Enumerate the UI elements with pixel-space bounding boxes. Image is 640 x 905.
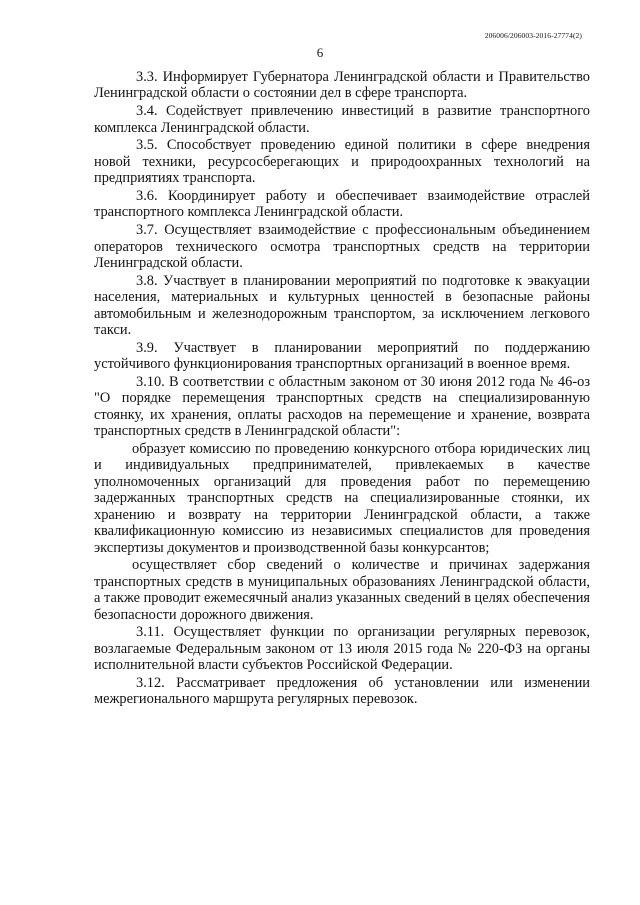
paragraph-3-12: 3.12. Рассматривает предложения об установлении или изменении межрегионального маршрута регулярных перевозок. <box>94 674 590 708</box>
paragraph-3-6: 3.6. Координирует работу и обеспечивает взаимодействие отраслей транспортного комплекса Ленинградской области. <box>94 188 590 221</box>
paragraph-3-11: 3.11. Осуществляет функции по организации регулярных перевозок, возлагаемые Федеральным законом от 13 июля 2015 года № 220-ФЗ на органы исполнительной власти субъектов Российской Федерации. <box>94 624 590 674</box>
paragraph-3-10-item-commission: образует комиссию по проведению конкурсного отбора юридических лиц и индивидуальных предпринимателей, привлекаемых в качестве уполномоченных организаций для проведения работ по перемещению задержанных транспортных средств на специализированные стоянки, их хранению и возврату на территории Ленинградской области, а также квалификационную комиссию из независимых специалистов для проведения экспертизы документов и производственной базы конкурсантов; <box>94 441 590 556</box>
paragraph-3-3: 3.3. Информирует Губернатора Ленинградской области и Правительство Ленинградской области о состоянии дел в сфере транспорта. <box>94 69 590 102</box>
document-id: 206006/206003-2016-27774(2) <box>484 31 582 40</box>
paragraph-3-5: 3.5. Способствует проведению единой политики в сфере внедрения новой техники, ресурсосберегающих и природоохранных технологий на предприятиях транспорта. <box>94 137 590 187</box>
paragraph-3-4: 3.4. Содействует привлечению инвестиций в развитие транспортного комплекса Ленинградской области. <box>94 103 590 136</box>
document-body <box>94 69 590 709</box>
paragraph-3-8: 3.8. Участвует в планировании мероприятий по подготовке к эвакуации населения, материальных и культурных ценностей в безопасные районы автомобильным и железнодорожным транспортом, за исключением легкового такси. <box>94 272 590 339</box>
paragraph-3-9: 3.9. Участвует в планировании мероприятий по поддержанию устойчивого функционирования транспортных организаций в военное время. <box>94 339 590 373</box>
paragraph-3-7: 3.7. Осуществляет взаимодействие с профессиональным объединением операторов технического осмотра транспортных средств на территории Ленинградской области. <box>94 222 590 272</box>
paragraph-3-10: 3.10. В соответствии с областным законом от 30 июня 2012 года № 46-оз "О порядке перемещения транспортных средств на специализированную стоянку, их хранения, оплаты расходов на перемещение и хранение, возврата транспортных средств в Ленинградской области": <box>94 374 590 440</box>
paragraph-3-10-item-data-collection: осуществляет сбор сведений о количестве и причинах задержания транспортных средств в муниципальных образованиях Ленинградской области, а также проводит ежемесячный анализ указанных сведений в целях обеспечения безопасности дорожного движения. <box>94 557 591 623</box>
page-number: 6 <box>316 45 324 60</box>
